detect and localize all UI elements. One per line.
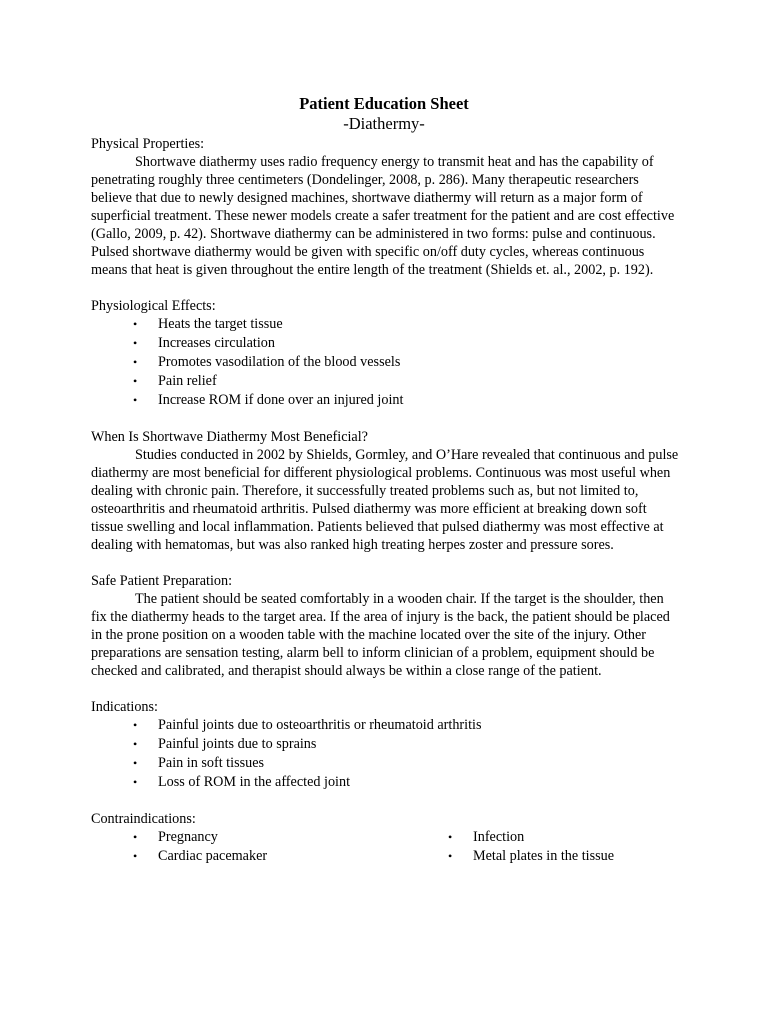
- list-item: • Loss of ROM in the affected joint: [133, 774, 351, 790]
- section-indications: [91, 698, 681, 792]
- section-safe-patient-preparation: [91, 572, 681, 680]
- list-item: • Pain in soft tissues: [133, 755, 265, 771]
- section-contraindications: [91, 810, 681, 866]
- bullet-icon: •: [133, 756, 138, 770]
- list-item: • Promotes vasodilation of the blood vessels: [133, 354, 401, 370]
- list-item: • Pain relief: [133, 373, 217, 389]
- list-item: • Painful joints due to osteoarthritis or rheumatoid arthritis: [133, 717, 482, 733]
- list-item: • Increases circulation: [133, 335, 275, 351]
- section-heading: Physical Properties:: [91, 136, 205, 152]
- list-item: • Metal plates in the tissue: [448, 848, 615, 864]
- section-physiological-effects: [91, 297, 681, 410]
- bullet-icon: •: [133, 775, 138, 789]
- list-item: • Painful joints due to sprains: [133, 736, 317, 752]
- page-subtitle: -Diathermy-: [343, 114, 425, 133]
- page-title: Patient Education Sheet: [299, 94, 469, 113]
- section-paragraph: Shortwave diathermy uses radio frequency energy to transmit heat and has the capability of penetrating roughly three centimeters (Dondelinger, 2008, p. 286). Many therapeutic researchers believe that due to newly designed machines, shortwave diathermy will return as a major form of superficial treatment. These newer models create a safer treatment for the patient and are cost effective (Gallo, 2009, p. 42). Shortwave diathermy can be administered in two forms: pulse and continuous. Pulsed shortwave diathermy would be given with specific on/off duty cycles, whereas continuous means that heat is given throughout the entire length of the treatment (Shields et. al., 2002, p. 192).: [91, 154, 675, 278]
- section-heading: Safe Patient Preparation:: [91, 573, 233, 589]
- bullet-icon: •: [133, 374, 138, 388]
- bullet-list-right: [406, 828, 681, 866]
- bullet-list: [91, 315, 681, 410]
- section-paragraph: The patient should be seated comfortably in a wooden chair. If the target is the shoulder, then fix the diathermy heads to the target area. If the area of injury is the back, the patient should be placed in the prone position on a wooden table with the machine located over the site of the injury. Other preparations are sensation testing, alarm bell to inform clinician of a problem, equipment should be checked and calibrated, and therapist should always be within a close range of the patient.: [91, 591, 670, 679]
- document-body: [91, 135, 681, 866]
- bullet-list-left: [91, 828, 406, 866]
- list-item: • Infection: [448, 829, 525, 845]
- section-paragraph: Studies conducted in 2002 by Shields, Gormley, and O’Hare revealed that continuous and pulse diathermy are most beneficial for different physiological problems. Continuous was most useful when dealing with chronic pain. Therefore, it successfully treated problems such as, but not limited to, osteoarthritis and rheumatoid arthritis. Pulsed diathermy was more efficient at breaking down soft tissue swelling and local inflammation. Patients believed that pulsed diathermy was most effective at dealing with hematomas, but was also ranked high treating herpes zoster and pressure sores.: [91, 447, 679, 553]
- list-item: • Cardiac pacemaker: [133, 848, 268, 864]
- bullet-icon: •: [133, 718, 138, 732]
- list-item: • Heats the target tissue: [133, 316, 283, 332]
- title-block: [0, 94, 768, 134]
- bullet-icon: •: [448, 849, 453, 863]
- section-physical-properties: [91, 135, 681, 279]
- section-heading: Indications:: [91, 699, 158, 715]
- bullet-list: [91, 716, 681, 792]
- bullet-icon: •: [133, 830, 138, 844]
- bullet-icon: •: [133, 317, 138, 331]
- bullet-icon: •: [133, 737, 138, 751]
- list-item: • Pregnancy: [133, 829, 218, 845]
- bullet-icon: •: [448, 830, 453, 844]
- list-item: • Increase ROM if done over an injured joint: [133, 392, 404, 408]
- section-heading: Physiological Effects:: [91, 298, 216, 314]
- section-most-beneficial: [91, 428, 681, 554]
- contraindications-columns: [91, 828, 681, 866]
- bullet-icon: •: [133, 849, 138, 863]
- bullet-icon: •: [133, 336, 138, 350]
- bullet-icon: •: [133, 393, 138, 407]
- section-heading: When Is Shortwave Diathermy Most Beneficial?: [91, 429, 368, 445]
- section-heading: Contraindications:: [91, 811, 196, 827]
- bullet-icon: •: [133, 355, 138, 369]
